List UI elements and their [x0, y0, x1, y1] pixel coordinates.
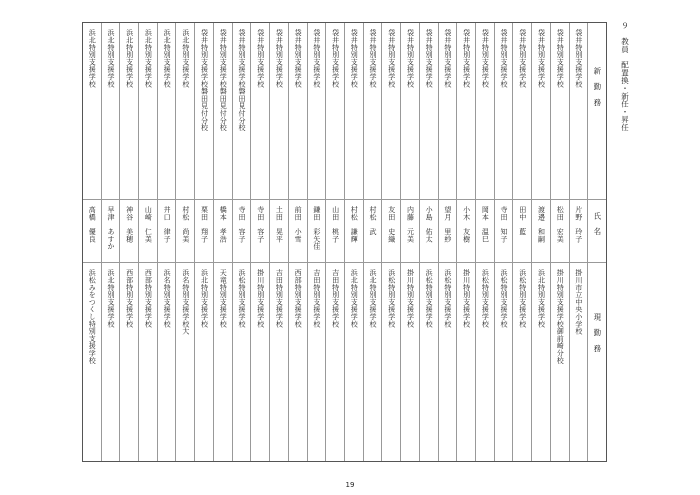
personnel-table — [82, 22, 607, 462]
current-post: 掛川市立中央小学校 — [574, 269, 583, 335]
new-post-cell — [176, 23, 194, 200]
table-row — [232, 23, 251, 461]
table-row — [569, 23, 588, 461]
new-post: 袋井特別支援学校 — [574, 29, 583, 88]
person-name-cell — [102, 200, 120, 263]
new-post: 袋井特別支援学校 — [312, 29, 321, 88]
new-post-cell — [364, 23, 382, 200]
table-row — [344, 23, 363, 461]
current-post: 浜北特別支援学校 — [200, 269, 209, 328]
person-name: 早津 あすか — [106, 206, 115, 250]
person-name: 村松 尚美 — [181, 206, 190, 243]
table-row — [494, 23, 513, 461]
new-post-cell — [345, 23, 363, 200]
person-name: 友田 史織 — [387, 206, 396, 243]
new-post: 浜北特別支援学校 — [88, 29, 97, 88]
person-name-cell — [345, 200, 363, 263]
current-post-cell — [158, 263, 176, 461]
person-name-cell — [570, 200, 588, 263]
current-post-cell — [326, 263, 344, 461]
current-post: 浜北特別支援学校 — [106, 269, 115, 328]
current-post: 浜松特別支援学校 — [425, 269, 434, 328]
new-post: 袋井特別支援学校 — [500, 29, 509, 88]
new-post: 浜北特別支援学校 — [125, 29, 134, 88]
person-name: 神谷 美穂 — [125, 206, 134, 243]
header-name-cell — [588, 200, 606, 263]
new-post-cell — [476, 23, 494, 200]
person-name-cell — [251, 200, 269, 263]
current-post: 浜名特別支援学校大 — [181, 269, 190, 335]
person-name: 望月 里紗 — [443, 206, 452, 243]
person-name-cell — [551, 200, 569, 263]
new-post: 袋井特別支援学校 — [369, 29, 378, 88]
current-post: 浜松みをつくし特別支援学校 — [88, 269, 97, 364]
person-name-cell — [120, 200, 138, 263]
header-new-post-cell — [588, 23, 606, 200]
new-post-cell — [457, 23, 475, 200]
table-row — [83, 23, 101, 461]
new-post-cell — [326, 23, 344, 200]
new-post-cell — [551, 23, 569, 200]
current-post-cell — [233, 263, 251, 461]
new-post-cell — [120, 23, 138, 200]
person-name: 渡邉 和嗣 — [537, 206, 546, 243]
new-post: 浜北特別支援学校 — [163, 29, 172, 88]
current-post: 西部特別支援学校 — [294, 269, 303, 328]
current-post: 浜松特別支援学校 — [518, 269, 527, 328]
table-row — [213, 23, 232, 461]
new-post-cell — [570, 23, 588, 200]
current-post: 浜北特別支援学校 — [350, 269, 359, 328]
table-row — [307, 23, 326, 461]
person-name-cell — [233, 200, 251, 263]
current-post-cell — [382, 263, 400, 461]
new-post: 袋井特別支援学校 — [425, 29, 434, 88]
header-current-post: 現 勤 務 — [592, 313, 602, 352]
new-post: 袋井特別支援学校 — [350, 29, 359, 88]
person-name-cell — [326, 200, 344, 263]
new-post-cell — [139, 23, 157, 200]
current-post-cell — [495, 263, 513, 461]
new-post-cell — [158, 23, 176, 200]
table-row — [119, 23, 138, 461]
new-post: 袋井特別支援学校 — [406, 29, 415, 88]
current-post: 掛川特別支援学校 — [462, 269, 471, 328]
person-name: 田中 藍 — [518, 206, 527, 236]
current-post-cell — [532, 263, 550, 461]
page-number: 19 — [345, 481, 355, 489]
person-name: 村松 武 — [369, 206, 378, 236]
current-post-cell — [364, 263, 382, 461]
current-post-cell — [139, 263, 157, 461]
new-post-cell — [495, 23, 513, 200]
current-post: 天竜特別支援学校 — [219, 269, 228, 328]
person-name-cell — [289, 200, 307, 263]
new-post: 袋井特別支援学校 — [481, 29, 490, 88]
person-name-cell — [139, 200, 157, 263]
current-post: 掛川特別支援学校 — [256, 269, 265, 328]
new-post-cell — [251, 23, 269, 200]
person-name: 内藤 元美 — [406, 206, 415, 243]
new-post-cell — [513, 23, 531, 200]
person-name-cell — [195, 200, 213, 263]
new-post-cell — [401, 23, 419, 200]
person-name-cell — [270, 200, 288, 263]
current-post: 浜松特別支援学校 — [237, 269, 246, 328]
current-post: 浜北特別支援学校 — [537, 269, 546, 328]
person-name: 寺田 知子 — [500, 206, 509, 243]
header-current-post-cell — [588, 263, 606, 461]
table-row — [512, 23, 531, 461]
person-name-cell — [364, 200, 382, 263]
current-post-cell — [120, 263, 138, 461]
current-post-cell — [439, 263, 457, 461]
current-post-cell — [214, 263, 232, 461]
header-name: 氏 名 — [592, 212, 602, 236]
table-row — [550, 23, 569, 461]
person-name: 山田 桃子 — [331, 206, 340, 243]
current-post-cell — [83, 263, 101, 461]
person-name: 山崎 仁美 — [144, 206, 153, 243]
new-post-cell — [420, 23, 438, 200]
current-post: 浜松特別支援学校 — [481, 269, 490, 328]
person-name: 村松 謙輝 — [350, 206, 359, 243]
current-post: 吉田特別支援学校 — [312, 269, 321, 328]
table-row — [138, 23, 157, 461]
current-post-cell — [308, 263, 326, 461]
new-post: 浜北特別支援学校 — [144, 29, 153, 88]
person-name: 岡本 温巳 — [481, 206, 490, 243]
person-name-cell — [513, 200, 531, 263]
table-row — [456, 23, 475, 461]
person-name-cell — [382, 200, 400, 263]
new-post: 浜北特別支援学校 — [106, 29, 115, 88]
current-post-cell — [570, 263, 588, 461]
table-row — [381, 23, 400, 461]
person-name-cell — [308, 200, 326, 263]
person-name: 前田 小雪 — [294, 206, 303, 243]
table-row — [325, 23, 344, 461]
new-post: 袋井特別支援学校 — [443, 29, 452, 88]
page-heading: ９ 教員 配置換・新任・昇任 — [620, 22, 630, 132]
new-post: 袋井特別支援学校 — [387, 29, 396, 88]
current-post-cell — [251, 263, 269, 461]
new-post-cell — [214, 23, 232, 200]
table-row — [175, 23, 194, 461]
new-post-cell — [439, 23, 457, 200]
table-row — [269, 23, 288, 461]
person-name-cell — [476, 200, 494, 263]
current-post-cell — [270, 263, 288, 461]
new-post-cell — [289, 23, 307, 200]
new-post: 袋井特別支援学校 — [256, 29, 265, 88]
current-post: 浜松特別支援学校 — [387, 269, 396, 328]
table-row — [531, 23, 550, 461]
person-name: 鎌田 彩矢佳 — [312, 206, 321, 250]
person-name: 井口 律子 — [163, 206, 172, 243]
person-name-cell — [83, 200, 101, 263]
person-name-cell — [495, 200, 513, 263]
table-row — [475, 23, 494, 461]
current-post: 掛川特別支援学校 — [406, 269, 415, 328]
person-name-cell — [214, 200, 232, 263]
new-post-cell — [532, 23, 550, 200]
new-post: 袋井特別支援学校 — [556, 29, 565, 88]
new-post: 袋井特別支援学校磐田見付分校 — [237, 29, 246, 132]
current-post: 浜名特別支援学校 — [163, 269, 172, 328]
current-post-cell — [176, 263, 194, 461]
table-row — [400, 23, 419, 461]
new-post-cell — [308, 23, 326, 200]
table-row — [419, 23, 438, 461]
person-name: 高橋 優良 — [88, 206, 97, 243]
person-name: 寺田 容子 — [256, 206, 265, 243]
new-post: 袋井特別支援学校 — [331, 29, 340, 88]
new-post: 袋井特別支援学校磐田見付分校 — [200, 29, 209, 132]
person-name-cell — [176, 200, 194, 263]
person-name: 寺田 容子 — [237, 206, 246, 243]
table-row — [288, 23, 307, 461]
person-name: 橋本 孝浩 — [219, 206, 228, 243]
new-post: 袋井特別支援学校 — [275, 29, 284, 88]
current-post: 西部特別支援学校 — [144, 269, 153, 328]
new-post: 袋井特別支援学校 — [462, 29, 471, 88]
header-new-post: 新 勤 務 — [592, 67, 602, 106]
current-post: 西部特別支援学校 — [125, 269, 134, 328]
current-post: 掛川特別支援学校御前崎分校 — [556, 269, 565, 364]
table-header-column — [587, 23, 606, 461]
new-post-cell — [83, 23, 101, 200]
current-post-cell — [551, 263, 569, 461]
new-post-cell — [270, 23, 288, 200]
new-post-cell — [195, 23, 213, 200]
current-post-cell — [102, 263, 120, 461]
person-name-cell — [532, 200, 550, 263]
new-post-cell — [382, 23, 400, 200]
new-post: 袋井特別支援学校 — [537, 29, 546, 88]
person-name-cell — [420, 200, 438, 263]
current-post-cell — [476, 263, 494, 461]
new-post-cell — [233, 23, 251, 200]
current-post-cell — [195, 263, 213, 461]
current-post-cell — [289, 263, 307, 461]
person-name: 栗田 翔子 — [200, 206, 209, 243]
person-name: 小島 佑太 — [425, 206, 434, 243]
new-post: 袋井特別支援学校 — [518, 29, 527, 88]
current-post-cell — [513, 263, 531, 461]
current-post: 浜松特別支援学校 — [500, 269, 509, 328]
new-post-cell — [102, 23, 120, 200]
current-post-cell — [420, 263, 438, 461]
person-name-cell — [457, 200, 475, 263]
person-name-cell — [439, 200, 457, 263]
person-name: 土田 晃平 — [275, 206, 284, 243]
new-post: 浜北特別支援学校 — [181, 29, 190, 88]
current-post: 吉田特別支援学校 — [331, 269, 340, 328]
current-post: 浜北特別支援学校 — [369, 269, 378, 328]
new-post: 袋井特別支援学校磐田見付分校 — [219, 29, 228, 132]
table-row — [157, 23, 176, 461]
current-post-cell — [345, 263, 363, 461]
person-name-cell — [158, 200, 176, 263]
current-post: 吉田特別支援学校 — [275, 269, 284, 328]
table-row — [438, 23, 457, 461]
person-name: 片野 玲子 — [574, 206, 583, 243]
current-post: 浜松特別支援学校 — [443, 269, 452, 328]
current-post-cell — [401, 263, 419, 461]
person-name: 小木 友樹 — [462, 206, 471, 243]
current-post-cell — [457, 263, 475, 461]
person-name: 松田 宏美 — [556, 206, 565, 243]
person-name-cell — [401, 200, 419, 263]
new-post: 袋井特別支援学校 — [294, 29, 303, 88]
table-row — [363, 23, 382, 461]
table-row — [194, 23, 213, 461]
table-row — [101, 23, 120, 461]
table-row — [250, 23, 269, 461]
